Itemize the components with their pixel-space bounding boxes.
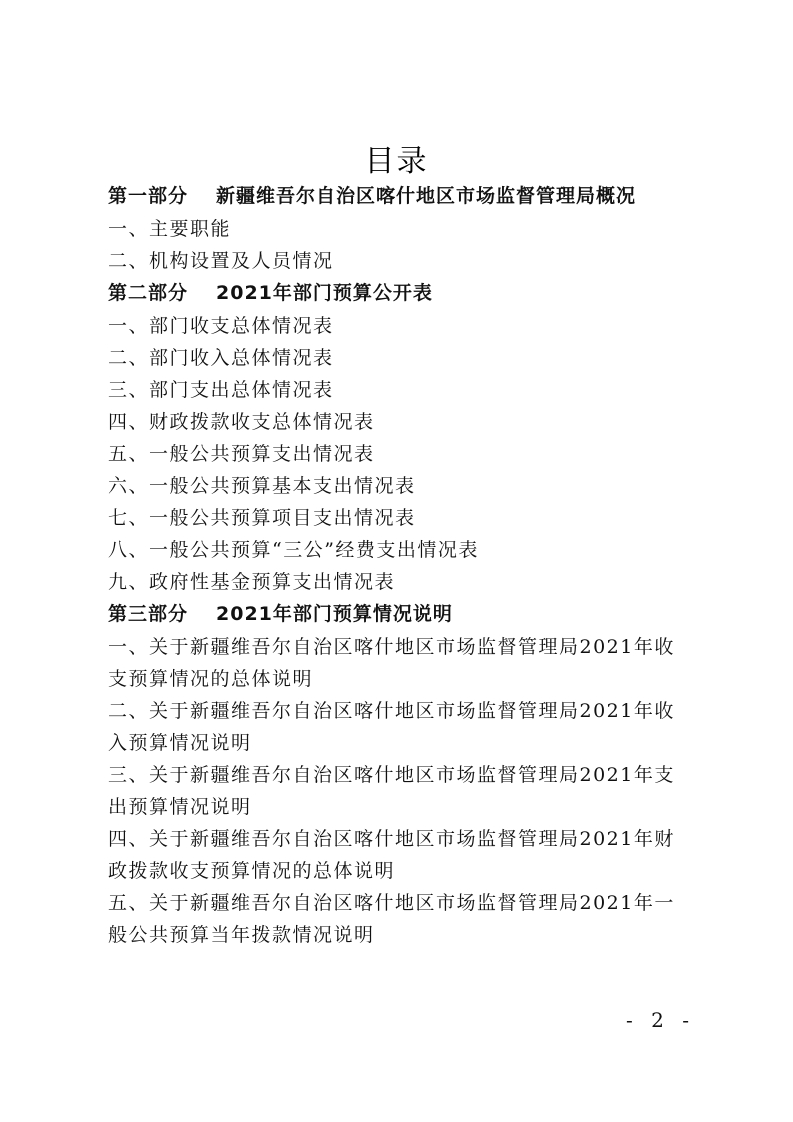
toc-entry: 五、一般公共预算支出情况表 [108, 443, 375, 465]
toc-entry: 二、部门收入总体情况表 [108, 347, 334, 369]
toc-entry: 政拨款收支预算情况的总体说明 [108, 860, 396, 882]
part-label: 第二部分 [108, 282, 189, 304]
toc-entry: 四、关于新疆维吾尔自治区喀什地区市场监督管理局2021年财 [108, 828, 675, 850]
toc-entry: 出预算情况说明 [108, 796, 252, 818]
page-title: 目录 [364, 144, 429, 179]
toc-entry: 一、关于新疆维吾尔自治区喀什地区市场监督管理局2021年收 [108, 636, 675, 658]
toc-entry: 般公共预算当年拨款情况说明 [108, 924, 375, 946]
part-heading [108, 180, 698, 213]
toc-entry: 八、一般公共预算“三公”经费支出情况表 [108, 539, 479, 561]
page-number: - 2 - [626, 1008, 695, 1032]
toc-entry: 三、关于新疆维吾尔自治区喀什地区市场监督管理局2021年支 [108, 764, 675, 786]
toc-entry: 二、关于新疆维吾尔自治区喀什地区市场监督管理局2021年收 [108, 700, 675, 722]
toc-entry: 一、主要职能 [108, 218, 232, 240]
part-heading [108, 277, 698, 310]
part-title: 2021年部门预算公开表 [216, 282, 433, 304]
toc-entry: 七、一般公共预算项目支出情况表 [108, 507, 416, 529]
part-label: 第三部分 [108, 603, 189, 625]
table-of-contents [108, 180, 698, 951]
toc-entry: 入预算情况说明 [108, 732, 252, 754]
part-heading [108, 598, 698, 631]
toc-entry: 二、机构设置及人员情况 [108, 250, 334, 272]
toc-entry: 一、部门收支总体情况表 [108, 315, 334, 337]
toc-entry: 五、关于新疆维吾尔自治区喀什地区市场监督管理局2021年一 [108, 892, 675, 914]
toc-entry: 四、财政拨款收支总体情况表 [108, 411, 375, 433]
part-title: 2021年部门预算情况说明 [216, 603, 453, 625]
toc-entry: 支预算情况的总体说明 [108, 668, 314, 690]
toc-entry: 三、部门支出总体情况表 [108, 379, 334, 401]
toc-entry: 六、一般公共预算基本支出情况表 [108, 475, 416, 497]
toc-entry: 九、政府性基金预算支出情况表 [108, 571, 396, 593]
part-title: 新疆维吾尔自治区喀什地区市场监督管理局概况 [216, 185, 637, 207]
part-label: 第一部分 [108, 185, 189, 207]
